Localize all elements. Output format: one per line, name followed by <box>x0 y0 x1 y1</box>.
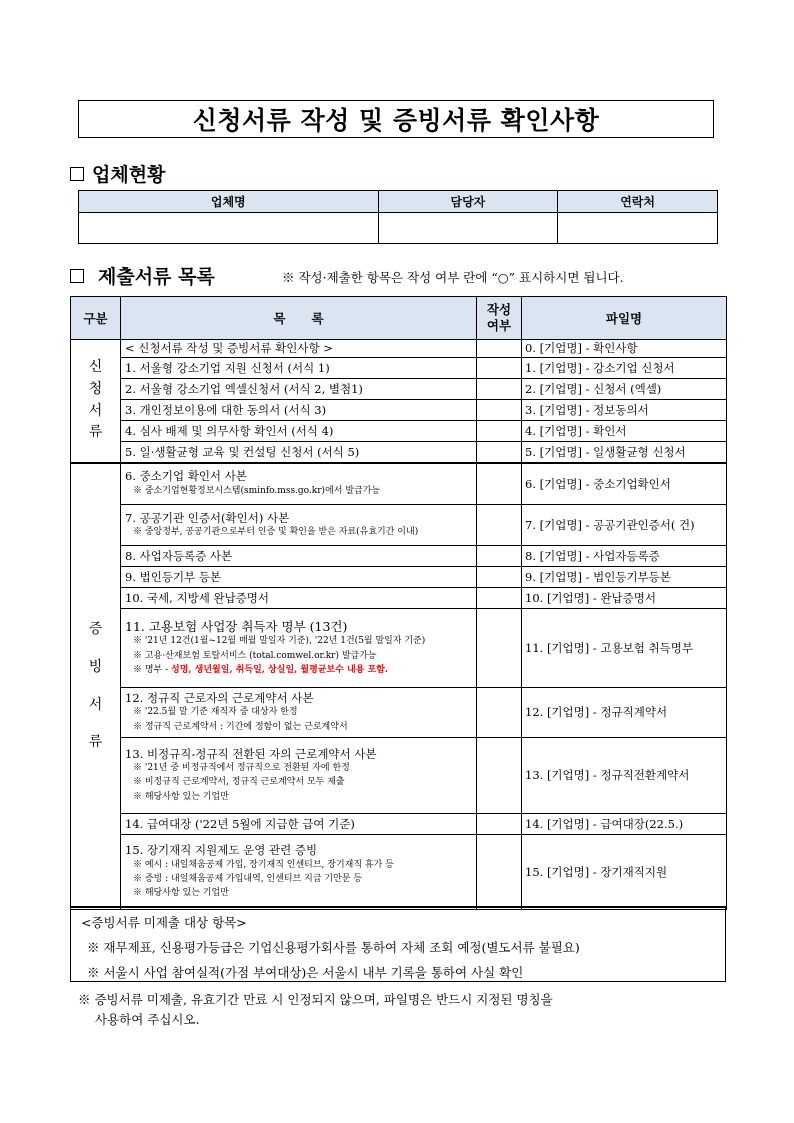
list-item-note: ※ 고용·산재보험 토탈서비스 (total.comwel.or.kr) 발급가능 <box>133 650 377 661</box>
filename-cell: 9. [기업명] - 법인등기부등본 <box>522 567 727 588</box>
filename-cell: 13. [기업명] - 정규직전환계약서 <box>522 738 727 814</box>
check-cell[interactable] <box>477 814 522 835</box>
filename-cell: 3. [기업명] - 정보동의서 <box>522 400 727 421</box>
category-application: 신 청 서 류 <box>71 340 121 463</box>
filename-cell: 5. [기업명] - 일생활균형 신청서 <box>522 442 727 463</box>
filename-cell: 11. [기업명] - 고용보험 취득명부 <box>522 609 727 688</box>
check-cell[interactable] <box>477 421 522 442</box>
list-item: 9. 법인등기부 등본 <box>121 567 477 588</box>
filename-cell: 15. [기업명] - 장기재직지원 <box>522 835 727 910</box>
list-item-title: 6. 중소기업 확인서 사본 <box>125 469 247 484</box>
unsubmitted-heading: <증빙서류 미제출 대상 항목> <box>81 915 247 930</box>
check-cell[interactable] <box>477 688 522 738</box>
contact-person-header: 담당자 <box>378 191 558 213</box>
list-item: 5. 일·생활균형 교육 및 컨설팅 신청서 (서식 5) <box>121 442 477 463</box>
contact-person-field[interactable] <box>378 213 558 244</box>
list-item: 14. 급여대장 ('22년 5월에 지급한 급여 기준) <box>121 814 477 835</box>
list-item: 3. 개인정보이용에 대한 동의서 (서식 3) <box>121 400 477 421</box>
filename-cell: 6. [기업명] - 중소기업확인서 <box>522 463 727 505</box>
list-item: 4. 심사 배제 및 의무사항 확인서 (서식 4) <box>121 421 477 442</box>
check-cell[interactable] <box>477 379 522 400</box>
company-heading-text: 업체현황 <box>92 164 166 186</box>
list-item: < 신청서류 작성 및 증빙서류 확인사항 > <box>121 340 477 358</box>
list-item-note: ※ 예시 : 내일채움공제 가입, 장기재직 인센티브, 장기재직 휴가 등 <box>133 859 394 870</box>
check-cell[interactable] <box>477 835 522 910</box>
check-header: 작성 여부 <box>477 297 522 340</box>
filename-cell: 7. [기업명] - 공공기관인증서( 건) <box>522 505 727 546</box>
list-item-note: ※ 비정규직 근로계약서, 정규직 근로계약서 모두 제출 <box>133 777 345 788</box>
list-item-title: 12. 정규직 근로자의 근로계약서 사본 <box>125 690 314 705</box>
filename-cell: 1. [기업명] - 강소기업 신청서 <box>522 358 727 379</box>
list-item-note: ※ 해당사항 있는 기업만 <box>133 791 229 802</box>
check-cell[interactable] <box>477 442 522 463</box>
footer-line: ※ 증빙서류 미제출, 유효기간 만료 시 인정되지 않으며, 파일명은 반드시 지정된 명칭을 <box>78 992 553 1007</box>
docs-note: ※ 작성·제출한 항목은 작성 여부 란에 “○” 표시하시면 됩니다. <box>282 270 624 285</box>
list-item <box>121 463 477 505</box>
filename-cell: 14. [기업명] - 급여대장(22.5.) <box>522 814 727 835</box>
list-item-note: ※ 중앙정부, 공공기관으로부터 인증 및 확인을 받은 자료(유효기간 이내) <box>133 526 419 537</box>
check-cell[interactable] <box>477 505 522 546</box>
category-evidence: 증 빙 서 류 <box>71 463 121 910</box>
checkbox-icon <box>70 167 84 181</box>
filename-cell: 4. [기업명] - 확인서 <box>522 421 727 442</box>
phone-field[interactable] <box>558 213 718 244</box>
list-item-title: 7. 공공기관 인증서(확인서) 사본 <box>125 510 290 525</box>
list-item-note: ※ '21년 중 비정규직에서 정규직으로 전환된 자에 한정 <box>133 763 350 774</box>
check-cell[interactable] <box>477 588 522 609</box>
unsubmitted-box <box>70 906 726 982</box>
category-header: 구분 <box>71 297 121 340</box>
docs-heading-text: 제출서류 목록 <box>98 266 215 288</box>
check-cell[interactable] <box>477 546 522 567</box>
filename-cell: 8. [기업명] - 사업자등록증 <box>522 546 727 567</box>
footer-note <box>78 990 728 1030</box>
list-item-title: 13. 비정규직-정규직 전환된 자의 근로계약서 사본 <box>125 746 377 761</box>
check-cell[interactable] <box>477 340 522 358</box>
filename-cell: 0. [기업명] - 확인사항 <box>522 340 727 358</box>
list-item <box>121 505 477 546</box>
list-item <box>121 835 477 910</box>
check-cell[interactable] <box>477 738 522 814</box>
list-item-note <box>125 663 476 677</box>
list-item-note: ※ 정규직 근로계약서 : 기간에 정함이 없는 근로계약서 <box>133 721 348 732</box>
check-cell[interactable] <box>477 567 522 588</box>
footer-line: 사용하여 주십시오. <box>95 1012 200 1027</box>
company-table <box>78 190 718 244</box>
required-fields-note: 성명, 생년월일, 취득일, 상실일, 월평균보수 내용 포함. <box>171 665 389 675</box>
company-name-header: 업체명 <box>79 191 379 213</box>
checkbox-icon <box>70 269 84 283</box>
list-item-note: ※ 증빙 : 내일채움공제 가입내역, 인센티브 지급 기안문 등 <box>133 873 363 884</box>
company-section-heading <box>70 160 165 187</box>
list-item: 10. 국세, 지방세 완납증명서 <box>121 588 477 609</box>
item-header: 목 록 <box>121 297 477 340</box>
list-item-title: 15. 장기재직 지원제도 운영 관련 증빙 <box>125 843 318 858</box>
list-item-title: 11. 고용보험 사업장 취득자 명부 (13건) <box>125 618 348 634</box>
list-item: 8. 사업자등록증 사본 <box>121 546 477 567</box>
list-item <box>121 738 477 814</box>
list-item-note: ※ 중소기업현황정보시스템(sminfo.mss.go.kr)에서 발급가능 <box>133 485 381 496</box>
docs-section-heading <box>70 262 215 289</box>
phone-header: 연락처 <box>558 191 718 213</box>
check-cell[interactable] <box>477 400 522 421</box>
filename-cell: 2. [기업명] - 신청서 (엑셀) <box>522 379 727 400</box>
filename-cell: 12. [기업명] - 정규직계약서 <box>522 688 727 738</box>
list-item-note: ※ '21년 12건(1월~12월 매월 말일자 기준), '22년 1건(5월 말일자 기준) <box>133 636 426 647</box>
note-prefix: ※ 명부 - <box>133 665 172 675</box>
list-item <box>121 688 477 738</box>
unsubmitted-line: ※ 재무제표, 신용평가등급은 기업신용평가회사를 통하여 자체 조회 예정(별도서류 불필요) <box>87 940 580 955</box>
unsubmitted-line: ※ 서울시 사업 참여실적(가점 부여대상)은 서울시 내부 기록을 통하여 사실 확인 <box>87 965 524 980</box>
filename-header: 파일명 <box>522 297 727 340</box>
check-cell[interactable] <box>477 463 522 505</box>
list-item: 2. 서울형 강소기업 엑셀신청서 (서식 2, 별첨1) <box>121 379 477 400</box>
page-title: 신청서류 작성 및 증빙서류 확인사항 <box>78 100 714 138</box>
docs-table <box>70 296 727 910</box>
check-cell[interactable] <box>477 358 522 379</box>
check-cell[interactable] <box>477 609 522 688</box>
list-item: 1. 서울형 강소기업 지원 신청서 (서식 1) <box>121 358 477 379</box>
list-item-note: ※ '22.5월 말 기준 재직자 중 대상자 한정 <box>133 707 298 718</box>
list-item <box>121 609 477 688</box>
list-item-note: ※ 해당사항 있는 기업만 <box>133 888 229 899</box>
company-name-field[interactable] <box>79 213 379 244</box>
filename-cell: 10. [기업명] - 완납증명서 <box>522 588 727 609</box>
